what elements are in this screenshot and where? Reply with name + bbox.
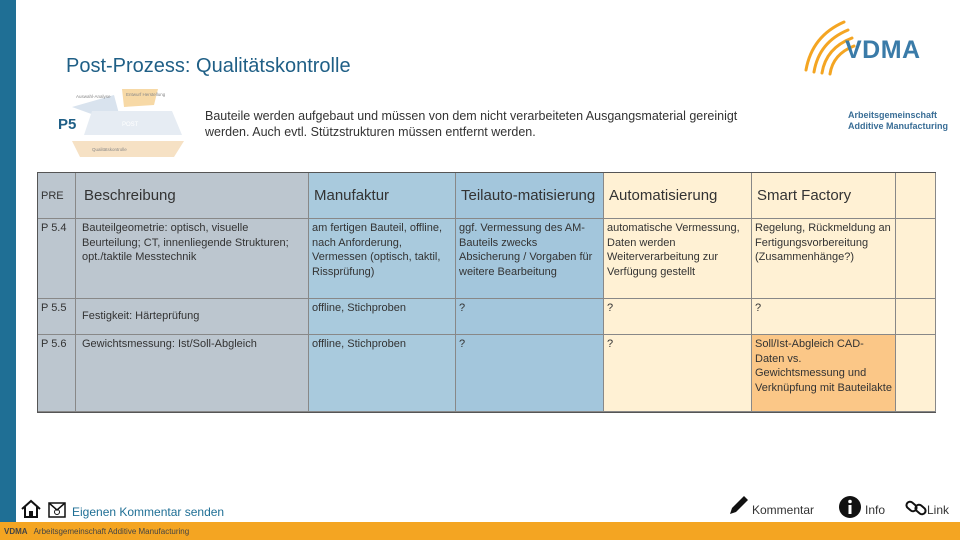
row-automatisierung: ? [604, 335, 752, 412]
logo-subtitle: Arbeitsgemeinschaft Additive Manufacturing [848, 110, 949, 131]
cycle-label-top-right: Entwurf Herstellung [126, 92, 166, 97]
pencil-icon[interactable] [726, 494, 750, 518]
row-beschreibung: Bauteilgeometrie: optisch, visuelle Beurteilung; CT, innenliegende Strukturen; opt./taktile Messtechnik [76, 219, 309, 299]
row-automatisierung: automatische Vermessung, Daten werden Weiterverarbeitung zur Verfügung gestellt [604, 219, 752, 299]
maturity-table [37, 172, 936, 413]
row-teilautomatisierung: ? [456, 335, 604, 412]
step-code: P5 [58, 116, 77, 133]
row-smart-factory: Soll/Ist-Abgleich CAD-Daten vs. Gewichtsmessung und Verknüpfung mit Bauteilakte [752, 335, 896, 412]
row-empty [896, 219, 936, 299]
header-teilautomatisierung: Teilauto-matisierung [456, 173, 604, 219]
cycle-label-center: POST [122, 122, 139, 128]
row-id: P 5.6 [38, 335, 76, 412]
row-manufaktur: am fertigen Bauteil, offline, nach Anforderung, Vermessen (optisch, taktil, Rissprüfung) [309, 219, 456, 299]
process-cycle-graphic [62, 85, 202, 163]
row-smart-factory: Regelung, Rückmeldung an Fertigungsvorbereitung (Zusammenhänge?) [752, 219, 896, 299]
header-manufaktur: Manufaktur [309, 173, 456, 219]
header-automatisierung: Automatisierung [604, 173, 752, 219]
row-teilautomatisierung: ? [456, 299, 604, 335]
row-teilautomatisierung: ggf. Vermessung des AM-Bauteils zwecks Absicherung / Vorgaben für weitere Bearbeitung [456, 219, 604, 299]
send-comment-link[interactable]: Eigenen Kommentar senden [72, 505, 225, 519]
footer-brand: VDMA Arbeitsgemeinschaft Additive Manufacturing [4, 527, 190, 536]
row-id: P 5.5 [38, 299, 76, 335]
row-id: P 5.4 [38, 219, 76, 299]
description-text: Bauteile werden aufgebaut und müssen von dem nicht verarbeiteten Ausgangsmaterial gereinigt werden. Auch evtl. Stützstrukturen müssen entfernt werden. [205, 109, 738, 139]
row-beschreibung: Gewichtsmessung: Ist/Soll-Abgleich [76, 335, 309, 412]
header-empty [896, 173, 936, 219]
header-smart-factory: Smart Factory [752, 173, 896, 219]
header-pre: PRE [38, 173, 76, 219]
left-accent-bar [0, 0, 16, 522]
link-icon[interactable] [904, 496, 928, 520]
row-manufaktur: offline, Stichproben [309, 299, 456, 335]
row-manufaktur: offline, Stichproben [309, 335, 456, 412]
link-button[interactable]: Link [927, 503, 950, 517]
info-button[interactable]: Info [865, 503, 886, 517]
row-beschreibung: Festigkeit: Härteprüfung [76, 299, 309, 335]
page-title: Post-Prozess: Qualitätskontrolle [66, 55, 351, 77]
cycle-label-top-left: Auswahl-Analyse [76, 94, 111, 99]
row-automatisierung: ? [604, 299, 752, 335]
row-smart-factory: ? [752, 299, 896, 335]
kommentar-button[interactable]: Kommentar [752, 503, 815, 517]
logo-wordmark: VDMA [845, 36, 921, 64]
home-icon[interactable] [20, 498, 42, 520]
mail-icon[interactable] [46, 498, 68, 520]
row-empty [896, 335, 936, 412]
info-icon[interactable] [838, 495, 862, 519]
row-empty [896, 299, 936, 335]
header-beschreibung: Beschreibung [76, 173, 309, 219]
cycle-label-bottom: Qualitätskontrolle [92, 147, 127, 152]
